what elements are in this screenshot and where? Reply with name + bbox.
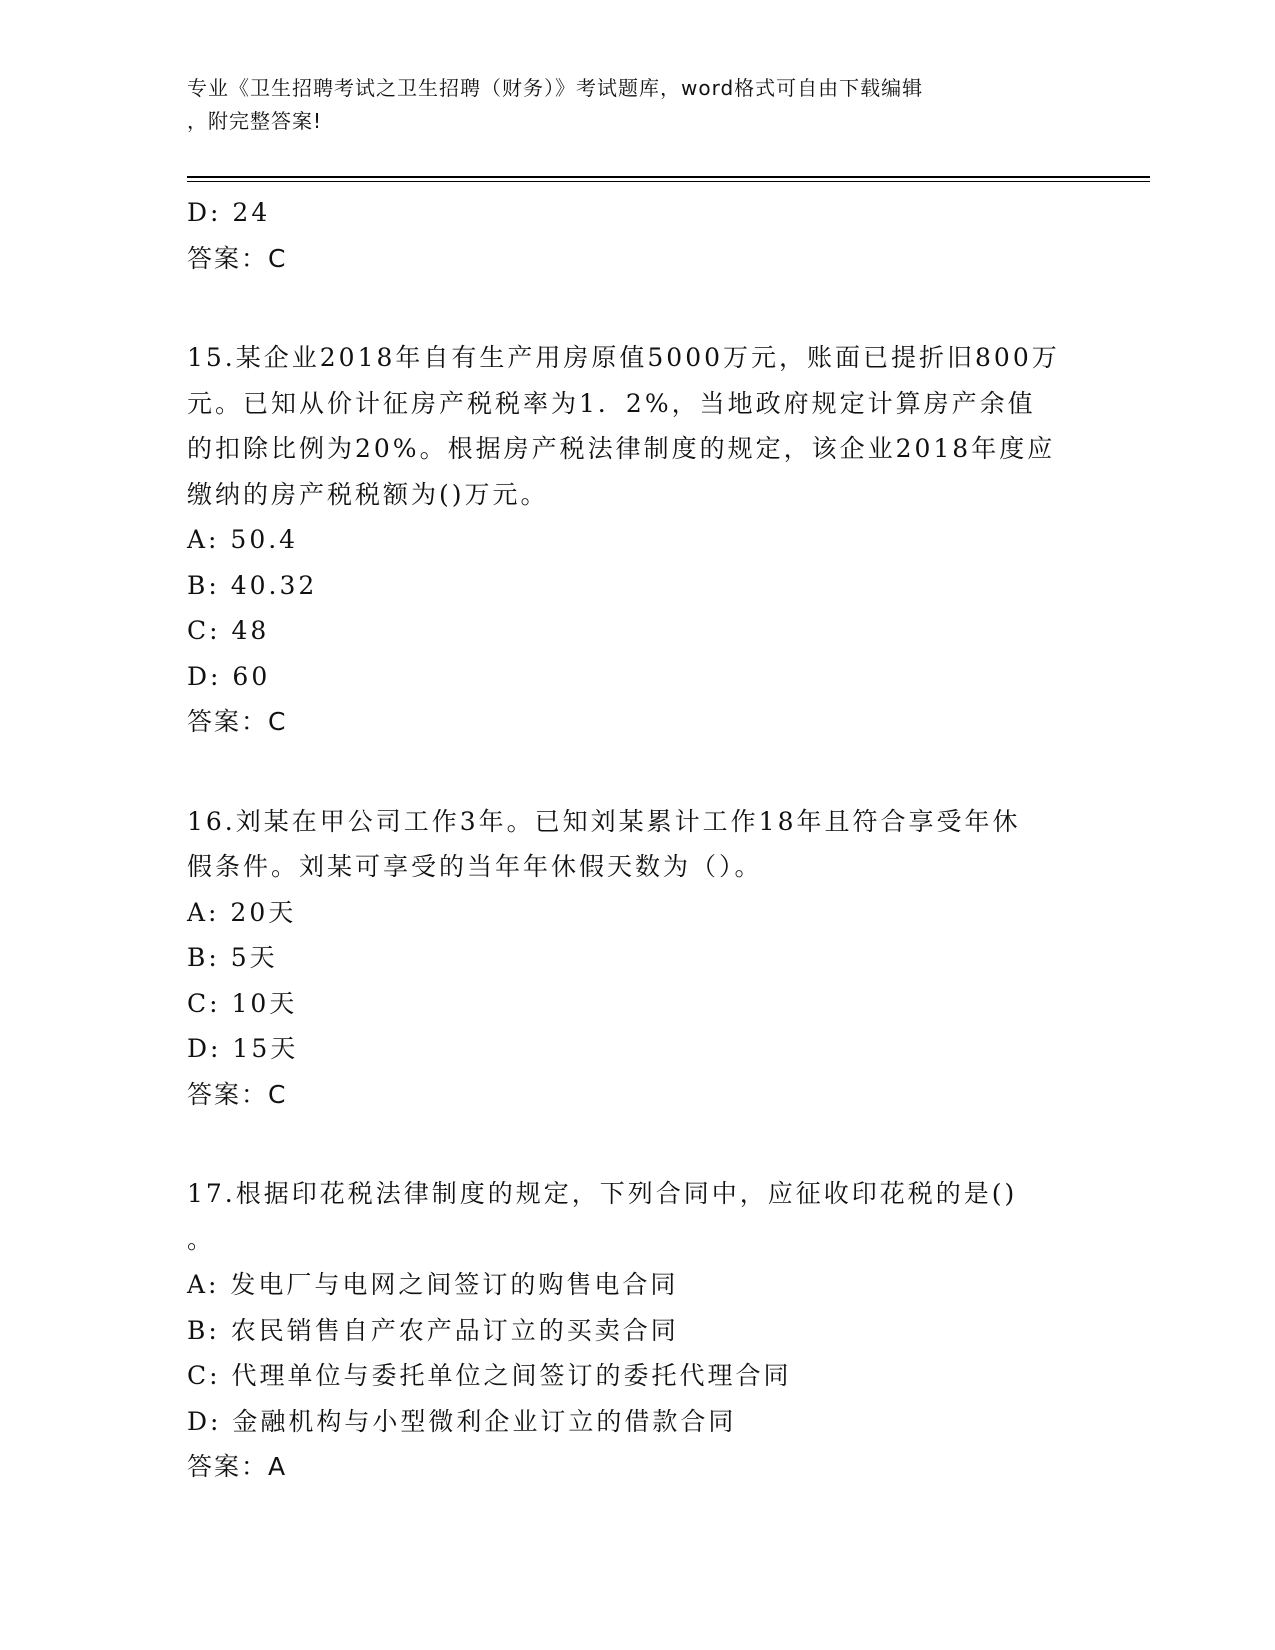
answer-line: 答案：C: [187, 243, 288, 273]
option-c: C: 代理单位与委托单位之间签订的委托代理合同: [187, 1361, 792, 1390]
option-a: A: 发电厂与电网之间签订的购售电合同: [187, 1270, 679, 1299]
header-divider-thin: [187, 181, 1150, 182]
header-line-1: 专业《卫生招聘考试之卫生招聘（财务）》考试题库，word格式可自由下载编辑: [187, 76, 924, 100]
option-c: C: 10天: [187, 988, 298, 1018]
option-d: D: 60: [187, 661, 271, 691]
page-header: [187, 72, 1067, 138]
previous-question-tail: [187, 190, 1087, 281]
answer-line: 答案：A: [187, 1452, 288, 1481]
question-stem-line: 15.某企业2018年自有生产用房原值5000万元，账面已提折旧800万: [187, 343, 1060, 372]
option-b: B: 农民销售自产农产品订立的买卖合同: [187, 1315, 679, 1345]
option-a: A: 50.4: [187, 525, 299, 554]
option-d: D: 15天: [187, 1034, 299, 1063]
option-b: B: 40.32: [187, 570, 318, 600]
question-stem-line: 的扣除比例为20%。根据房产税法律制度的规定，该企业2018年度应: [187, 434, 1056, 463]
question-stem-line: 。: [187, 1224, 216, 1254]
option-b: B: 5天: [187, 943, 278, 972]
option-d: D: 24: [187, 198, 271, 227]
question-stem-line: 16.刘某在甲公司工作3年。已知刘某累计工作18年且符合享受年休: [187, 806, 1021, 836]
question-stem-line: 17.根据印花税法律制度的规定，下列合同中，应征收印花税的是(): [187, 1179, 1018, 1208]
option-a: A: 20天: [187, 897, 297, 927]
option-d: D: 金融机构与小型微利企业订立的借款合同: [187, 1406, 737, 1436]
option-c: C: 48: [187, 616, 270, 645]
question-15: [187, 335, 1087, 745]
question-list: [187, 190, 1087, 1490]
question-17: [187, 1171, 1087, 1490]
answer-line: 答案：C: [187, 1079, 288, 1109]
question-stem-line: 假条件。刘某可享受的当年年休假天数为（）。: [187, 852, 763, 881]
question-16: [187, 799, 1087, 1118]
question-stem-line: 缴纳的房产税税额为()万元。: [187, 479, 549, 509]
question-stem-line: 元。已知从价计征房产税税率为1．2%，当地政府规定计算房产余值: [187, 388, 1036, 418]
header-divider-thick: [187, 176, 1150, 178]
header-line-2: ，附完整答案!: [187, 109, 323, 133]
answer-line: 答案：C: [187, 707, 288, 736]
